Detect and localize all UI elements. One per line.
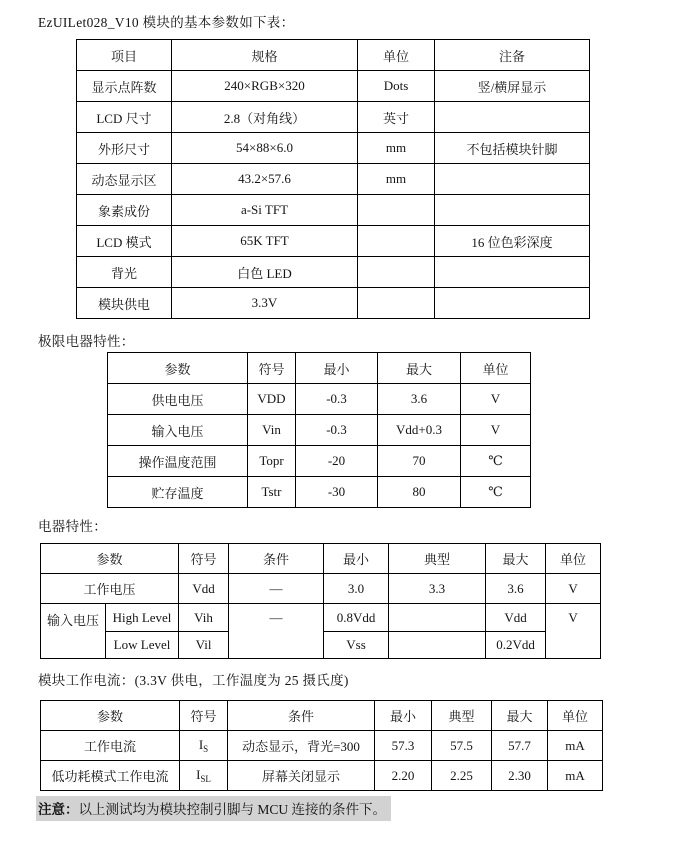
header-typ: 典型 <box>389 544 486 574</box>
note-container <box>36 796 391 821</box>
cell-remark <box>435 164 590 195</box>
header-symbol: 符号 <box>180 701 228 731</box>
cell-spec: 2.8（对角线） <box>172 102 358 133</box>
header-unit: 单位 <box>358 40 435 71</box>
cell-parameter: 输入电压 <box>41 604 106 659</box>
cell-unit <box>358 257 435 288</box>
cell-symbol <box>180 731 228 761</box>
symbol-base: I <box>198 737 204 752</box>
table-row <box>41 761 603 791</box>
table-row <box>77 133 590 164</box>
table-header-row <box>108 353 531 384</box>
cell-unit: V <box>546 604 601 659</box>
cell-symbol <box>180 761 228 791</box>
cell-unit: mm <box>358 133 435 164</box>
table-row <box>77 102 590 133</box>
cell-unit <box>358 226 435 257</box>
table-row <box>77 195 590 226</box>
cell-max: 2.30 <box>492 761 548 791</box>
cell-typ <box>389 632 486 659</box>
header-typ: 典型 <box>432 701 492 731</box>
cell-spec: 3.3V <box>172 288 358 319</box>
cell-symbol: Vdd <box>179 574 229 604</box>
cell-unit: Dots <box>358 71 435 102</box>
current-section-heading: 模块工作电流：(3.3V 供电，工作温度为 25 摄氏度) <box>38 673 349 688</box>
cell-max: Vdd <box>486 604 546 632</box>
header-unit: 单位 <box>548 701 603 731</box>
cell-unit: mm <box>358 164 435 195</box>
cell-typ: 3.3 <box>389 574 486 604</box>
basic-params-table <box>76 39 590 319</box>
cell-parameter: 低功耗模式工作电流 <box>41 761 180 791</box>
electrical-section-heading: 电器特性： <box>38 519 107 534</box>
cell-symbol: VDD <box>248 384 296 415</box>
header-min: 最小 <box>296 353 378 384</box>
cell-min: -0.3 <box>296 384 378 415</box>
table-row <box>77 257 590 288</box>
table-row <box>108 384 531 415</box>
cell-min: -0.3 <box>296 415 378 446</box>
table-row <box>77 71 590 102</box>
electrical-characteristics-table <box>40 543 601 659</box>
symbol-subscript: SL <box>200 774 211 784</box>
cell-item: 显示点阵数 <box>77 71 172 102</box>
cell-max: 80 <box>378 477 461 508</box>
cell-min: -30 <box>296 477 378 508</box>
cell-unit: V <box>546 574 601 604</box>
cell-symbol: Vin <box>248 415 296 446</box>
table-header-row <box>41 701 603 731</box>
header-max: 最大 <box>378 353 461 384</box>
cell-remark <box>435 288 590 319</box>
note <box>36 796 391 821</box>
symbol-subscript: S <box>203 744 209 754</box>
cell-level: High Level <box>106 604 179 632</box>
header-condition: 条件 <box>228 701 375 731</box>
header-remark: 注备 <box>435 40 590 71</box>
page-title: EzUILet028_V10 模块的基本参数如下表： <box>38 15 295 30</box>
cell-typ: 57.5 <box>432 731 492 761</box>
cell-min: 3.0 <box>324 574 389 604</box>
table-row <box>108 477 531 508</box>
cell-min: -20 <box>296 446 378 477</box>
header-parameter: 参数 <box>41 701 180 731</box>
cell-remark: 16 位色彩深度 <box>435 226 590 257</box>
cell-remark <box>435 195 590 226</box>
working-current-table <box>40 700 603 791</box>
header-max: 最大 <box>492 701 548 731</box>
cell-unit: V <box>461 415 531 446</box>
cell-max: Vdd+0.3 <box>378 415 461 446</box>
header-item: 项目 <box>77 40 172 71</box>
header-parameter: 参数 <box>108 353 248 384</box>
cell-min: 0.8Vdd <box>324 604 389 632</box>
cell-symbol: Tstr <box>248 477 296 508</box>
cell-unit: 英寸 <box>358 102 435 133</box>
limit-ratings-table <box>107 352 531 508</box>
cell-item: 模块供电 <box>77 288 172 319</box>
cell-item: LCD 尺寸 <box>77 102 172 133</box>
header-unit: 单位 <box>546 544 601 574</box>
cell-min: Vss <box>324 632 389 659</box>
cell-item: 背光 <box>77 257 172 288</box>
cell-unit <box>358 195 435 226</box>
cell-item: LCD 模式 <box>77 226 172 257</box>
cell-condition: — <box>229 574 324 604</box>
table-row <box>77 288 590 319</box>
cell-min: 2.20 <box>375 761 432 791</box>
cell-level: Low Level <box>106 632 179 659</box>
cell-parameter: 工作电流 <box>41 731 180 761</box>
cell-spec: 43.2×57.6 <box>172 164 358 195</box>
cell-parameter: 供电电压 <box>108 384 248 415</box>
cell-item: 动态显示区 <box>77 164 172 195</box>
header-symbol: 符号 <box>179 544 229 574</box>
table-row <box>77 226 590 257</box>
cell-symbol: Vil <box>179 632 229 659</box>
cell-unit: ℃ <box>461 446 531 477</box>
cell-spec: a-Si TFT <box>172 195 358 226</box>
cell-condition: — <box>229 604 324 659</box>
cell-typ <box>389 604 486 632</box>
cell-remark <box>435 257 590 288</box>
table-header-row <box>77 40 590 71</box>
cell-max: 57.7 <box>492 731 548 761</box>
cell-unit <box>358 288 435 319</box>
cell-symbol: Topr <box>248 446 296 477</box>
note-text: 以上测试均为模块控制引脚与 MCU 连接的条件下。 <box>78 802 387 817</box>
cell-remark: 不包括模块针脚 <box>435 133 590 164</box>
cell-unit: mA <box>548 761 603 791</box>
cell-typ: 2.25 <box>432 761 492 791</box>
cell-parameter: 操作温度范围 <box>108 446 248 477</box>
table-row <box>41 731 603 761</box>
cell-max: 3.6 <box>486 574 546 604</box>
header-min: 最小 <box>375 701 432 731</box>
symbol-base: I <box>196 767 201 782</box>
cell-spec: 54×88×6.0 <box>172 133 358 164</box>
header-max: 最大 <box>486 544 546 574</box>
note-label: 注意： <box>38 802 79 817</box>
cell-item: 外形尺寸 <box>77 133 172 164</box>
cell-condition: 动态显示，背光=300 <box>228 731 375 761</box>
header-symbol: 符号 <box>248 353 296 384</box>
cell-condition: 屏幕关闭显示 <box>228 761 375 791</box>
cell-spec: 65K TFT <box>172 226 358 257</box>
header-unit: 单位 <box>461 353 531 384</box>
header-spec: 规格 <box>172 40 358 71</box>
cell-max: 0.2Vdd <box>486 632 546 659</box>
table-row <box>41 574 601 604</box>
cell-unit: ℃ <box>461 477 531 508</box>
header-min: 最小 <box>324 544 389 574</box>
table-row <box>108 446 531 477</box>
cell-max: 70 <box>378 446 461 477</box>
cell-symbol: Vih <box>179 604 229 632</box>
cell-spec: 白色 LED <box>172 257 358 288</box>
table-header-row <box>41 544 601 574</box>
cell-min: 57.3 <box>375 731 432 761</box>
cell-parameter: 贮存温度 <box>108 477 248 508</box>
cell-unit: mA <box>548 731 603 761</box>
cell-item: 象素成份 <box>77 195 172 226</box>
table-row <box>108 415 531 446</box>
table-row <box>77 164 590 195</box>
cell-remark <box>435 102 590 133</box>
header-parameter: 参数 <box>41 544 179 574</box>
cell-parameter: 输入电压 <box>108 415 248 446</box>
cell-spec: 240×RGB×320 <box>172 71 358 102</box>
cell-max: 3.6 <box>378 384 461 415</box>
table-row <box>41 604 601 632</box>
cell-remark: 竖/横屏显示 <box>435 71 590 102</box>
header-condition: 条件 <box>229 544 324 574</box>
cell-unit: V <box>461 384 531 415</box>
cell-parameter: 工作电压 <box>41 574 179 604</box>
limits-section-heading: 极限电器特性： <box>38 334 135 349</box>
